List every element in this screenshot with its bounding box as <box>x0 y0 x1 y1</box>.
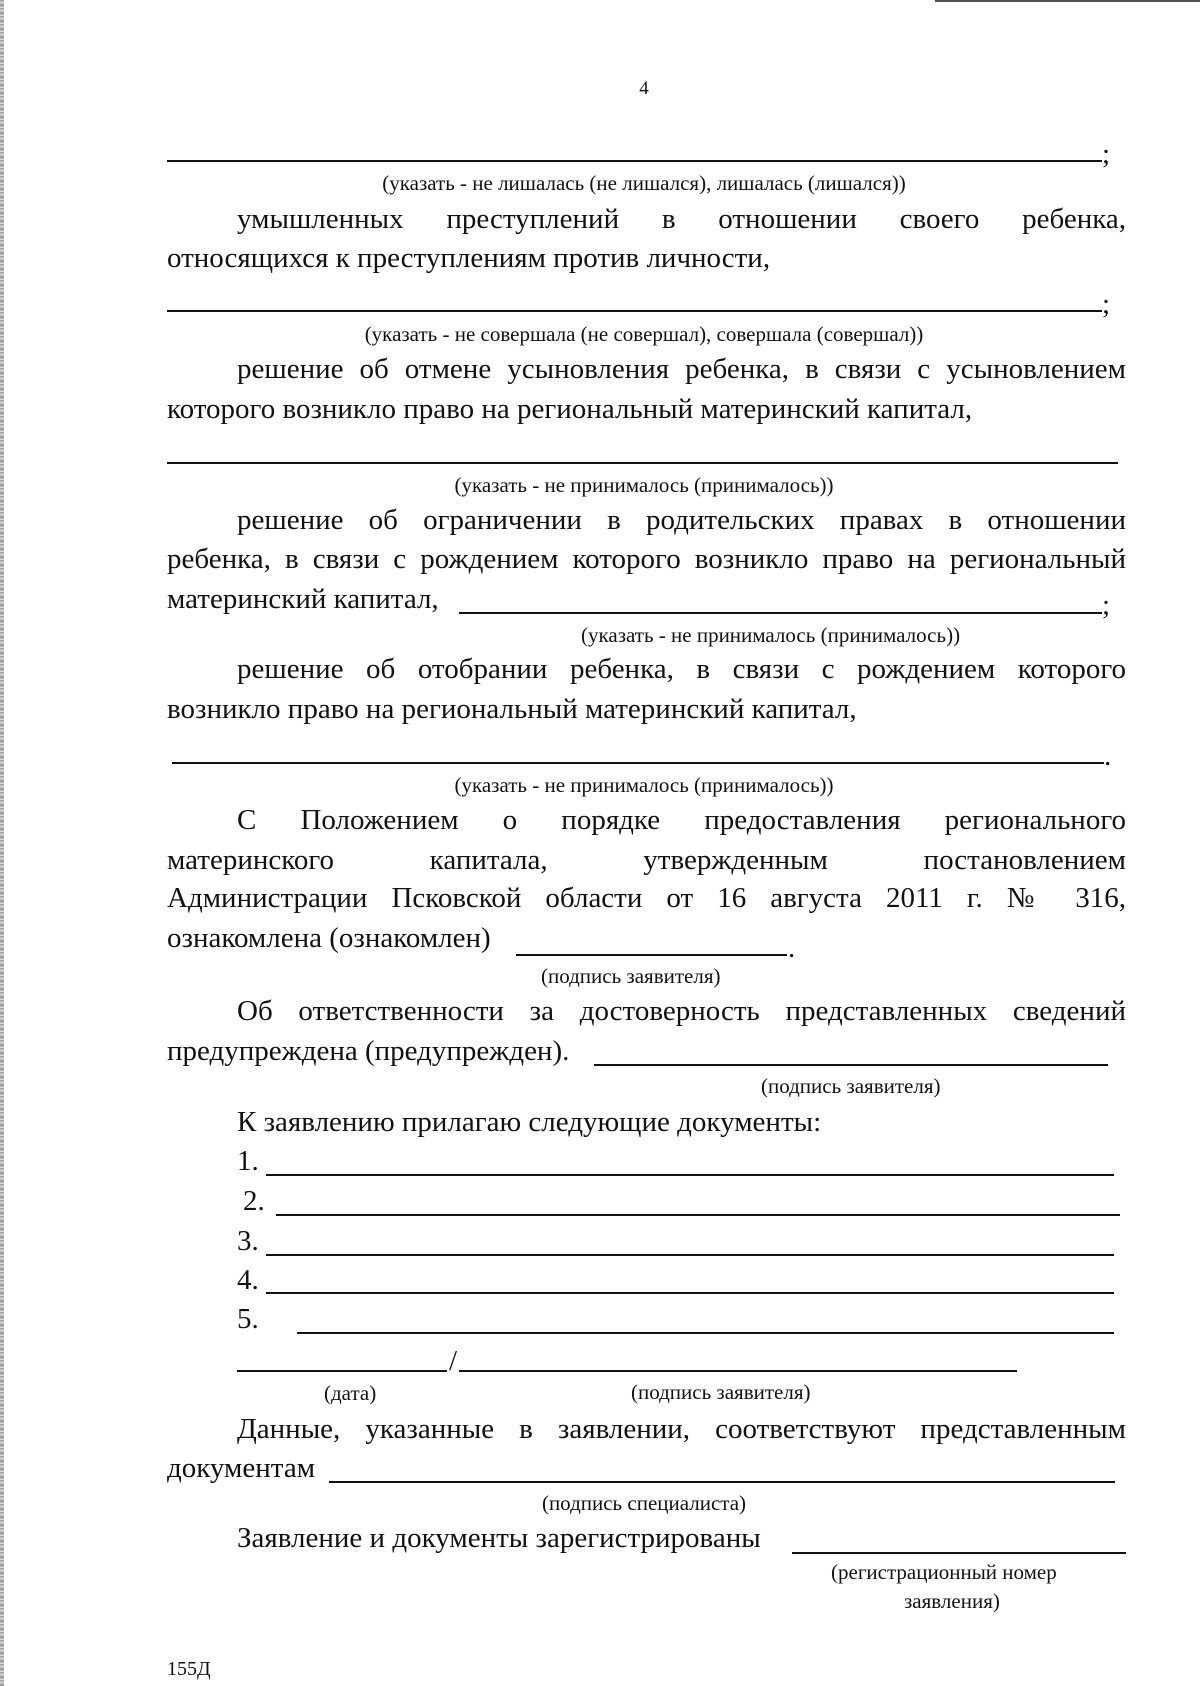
field-hint-crimes: (указать - не совершала (не совершал), совершала (совершал)) <box>364 322 924 346</box>
field-line-deprivation[interactable] <box>167 160 1102 162</box>
attachment-item-line[interactable] <box>266 1174 1114 1176</box>
date-line[interactable] <box>237 1370 447 1372</box>
acknowledgement-line-1: С Положением о порядке предоставления регионального <box>237 804 1126 836</box>
adoption-intro-line-1: решение об отмене усыновления ребенка, в связи с усыновлением <box>237 353 1126 385</box>
registration-text: Заявление и документы зарегистрированы <box>237 1522 761 1554</box>
field-line-adoption[interactable] <box>167 462 1118 464</box>
verification-line-1: Данные, указанные в заявлении, соответствуют представленным <box>237 1413 1126 1445</box>
scan-top-edge <box>935 0 1200 2</box>
date-hint: (дата) <box>324 1381 377 1405</box>
attachment-item-line[interactable] <box>276 1214 1120 1216</box>
liability-signature-hint: (подпись заявителя) <box>761 1074 941 1098</box>
field-end-punct: . <box>1104 740 1112 772</box>
attachment-item-number: 3. <box>237 1225 259 1257</box>
field-hint-removal: (указать - не принималось (принималось)) <box>454 773 834 797</box>
field-end-punct: ; <box>1102 138 1111 170</box>
field-hint-restriction: (указать - не принималось (принималось)) <box>581 623 961 647</box>
scan-edge <box>0 0 4 1686</box>
field-end-punct: ; <box>1102 589 1111 621</box>
registration-number-line[interactable] <box>792 1552 1126 1554</box>
attachment-item-line[interactable] <box>266 1292 1114 1294</box>
registration-hint-line-2: заявления) <box>904 1589 1000 1613</box>
restriction-intro-line-1: решение об ограничении в родительских правах в отношении <box>237 504 1126 536</box>
acknowledgement-line-3: Администрации Псковской области от 16 августа 2011 г. № 316, <box>167 882 1126 914</box>
verification-line-2: документам <box>167 1452 316 1484</box>
specialist-signature-hint: (подпись специалиста) <box>541 1491 747 1515</box>
liability-line-2: предупреждена (предупрежден). <box>167 1035 570 1067</box>
attachment-item-line[interactable] <box>266 1254 1114 1256</box>
attachment-item-line[interactable] <box>297 1332 1114 1334</box>
acknowledgement-line-2: материнского капитала, утвержденным постановлением <box>167 844 1126 876</box>
attachment-item-number: 2. <box>243 1185 265 1217</box>
applicant-signature-line[interactable] <box>459 1370 1017 1372</box>
attachment-item-number: 4. <box>237 1264 259 1296</box>
liability-line-1: Об ответственности за достоверность представленных сведений <box>237 995 1126 1027</box>
applicant-signature-hint: (подпись заявителя) <box>631 1380 811 1404</box>
attachments-title: К заявлению прилагаю следующие документы: <box>237 1106 822 1138</box>
crimes-intro-line-1: умышленных преступлений в отношении своего ребенка, <box>237 203 1126 235</box>
liability-signature-line[interactable] <box>594 1064 1108 1066</box>
registration-hint-line-1: (регистрационный номер <box>831 1560 1057 1584</box>
field-end-punct: ; <box>1102 288 1111 320</box>
attachment-item-number: 5. <box>237 1303 259 1335</box>
acknowledgement-signature-line[interactable] <box>516 954 787 956</box>
adoption-intro-line-2: которого возникло право на региональный материнский капитал, <box>167 393 973 425</box>
field-line-restriction[interactable] <box>459 612 1102 614</box>
removal-intro-line-2: возникло право на региональный материнский капитал, <box>167 693 857 725</box>
date-signature-separator: / <box>449 1345 458 1377</box>
field-hint-adoption: (указать - не принималось (принималось)) <box>454 473 834 497</box>
crimes-intro-line-2: относящихся к преступлениям против личности, <box>167 242 771 274</box>
document-code: 155Д <box>167 1658 211 1680</box>
acknowledgement-end-punct: . <box>788 932 796 964</box>
field-hint-deprivation: (указать - не лишалась (не лишался), лишалась (лишался)) <box>382 171 906 195</box>
restriction-intro-line-3: материнский капитал, <box>167 583 439 615</box>
page-number: 4 <box>639 78 649 99</box>
removal-intro-line-1: решение об отобрании ребенка, в связи с рождением которого <box>237 653 1126 685</box>
acknowledgement-signature-hint: (подпись заявителя) <box>541 964 721 988</box>
acknowledgement-line-4: ознакомлена (ознакомлен) <box>167 922 491 954</box>
specialist-signature-line[interactable] <box>329 1481 1115 1483</box>
attachment-item-number: 1. <box>237 1145 259 1177</box>
field-line-crimes[interactable] <box>167 310 1102 312</box>
restriction-intro-line-2: ребенка, в связи с рождением которого возникло право на региональный <box>167 543 1126 575</box>
field-line-removal[interactable] <box>172 762 1104 764</box>
